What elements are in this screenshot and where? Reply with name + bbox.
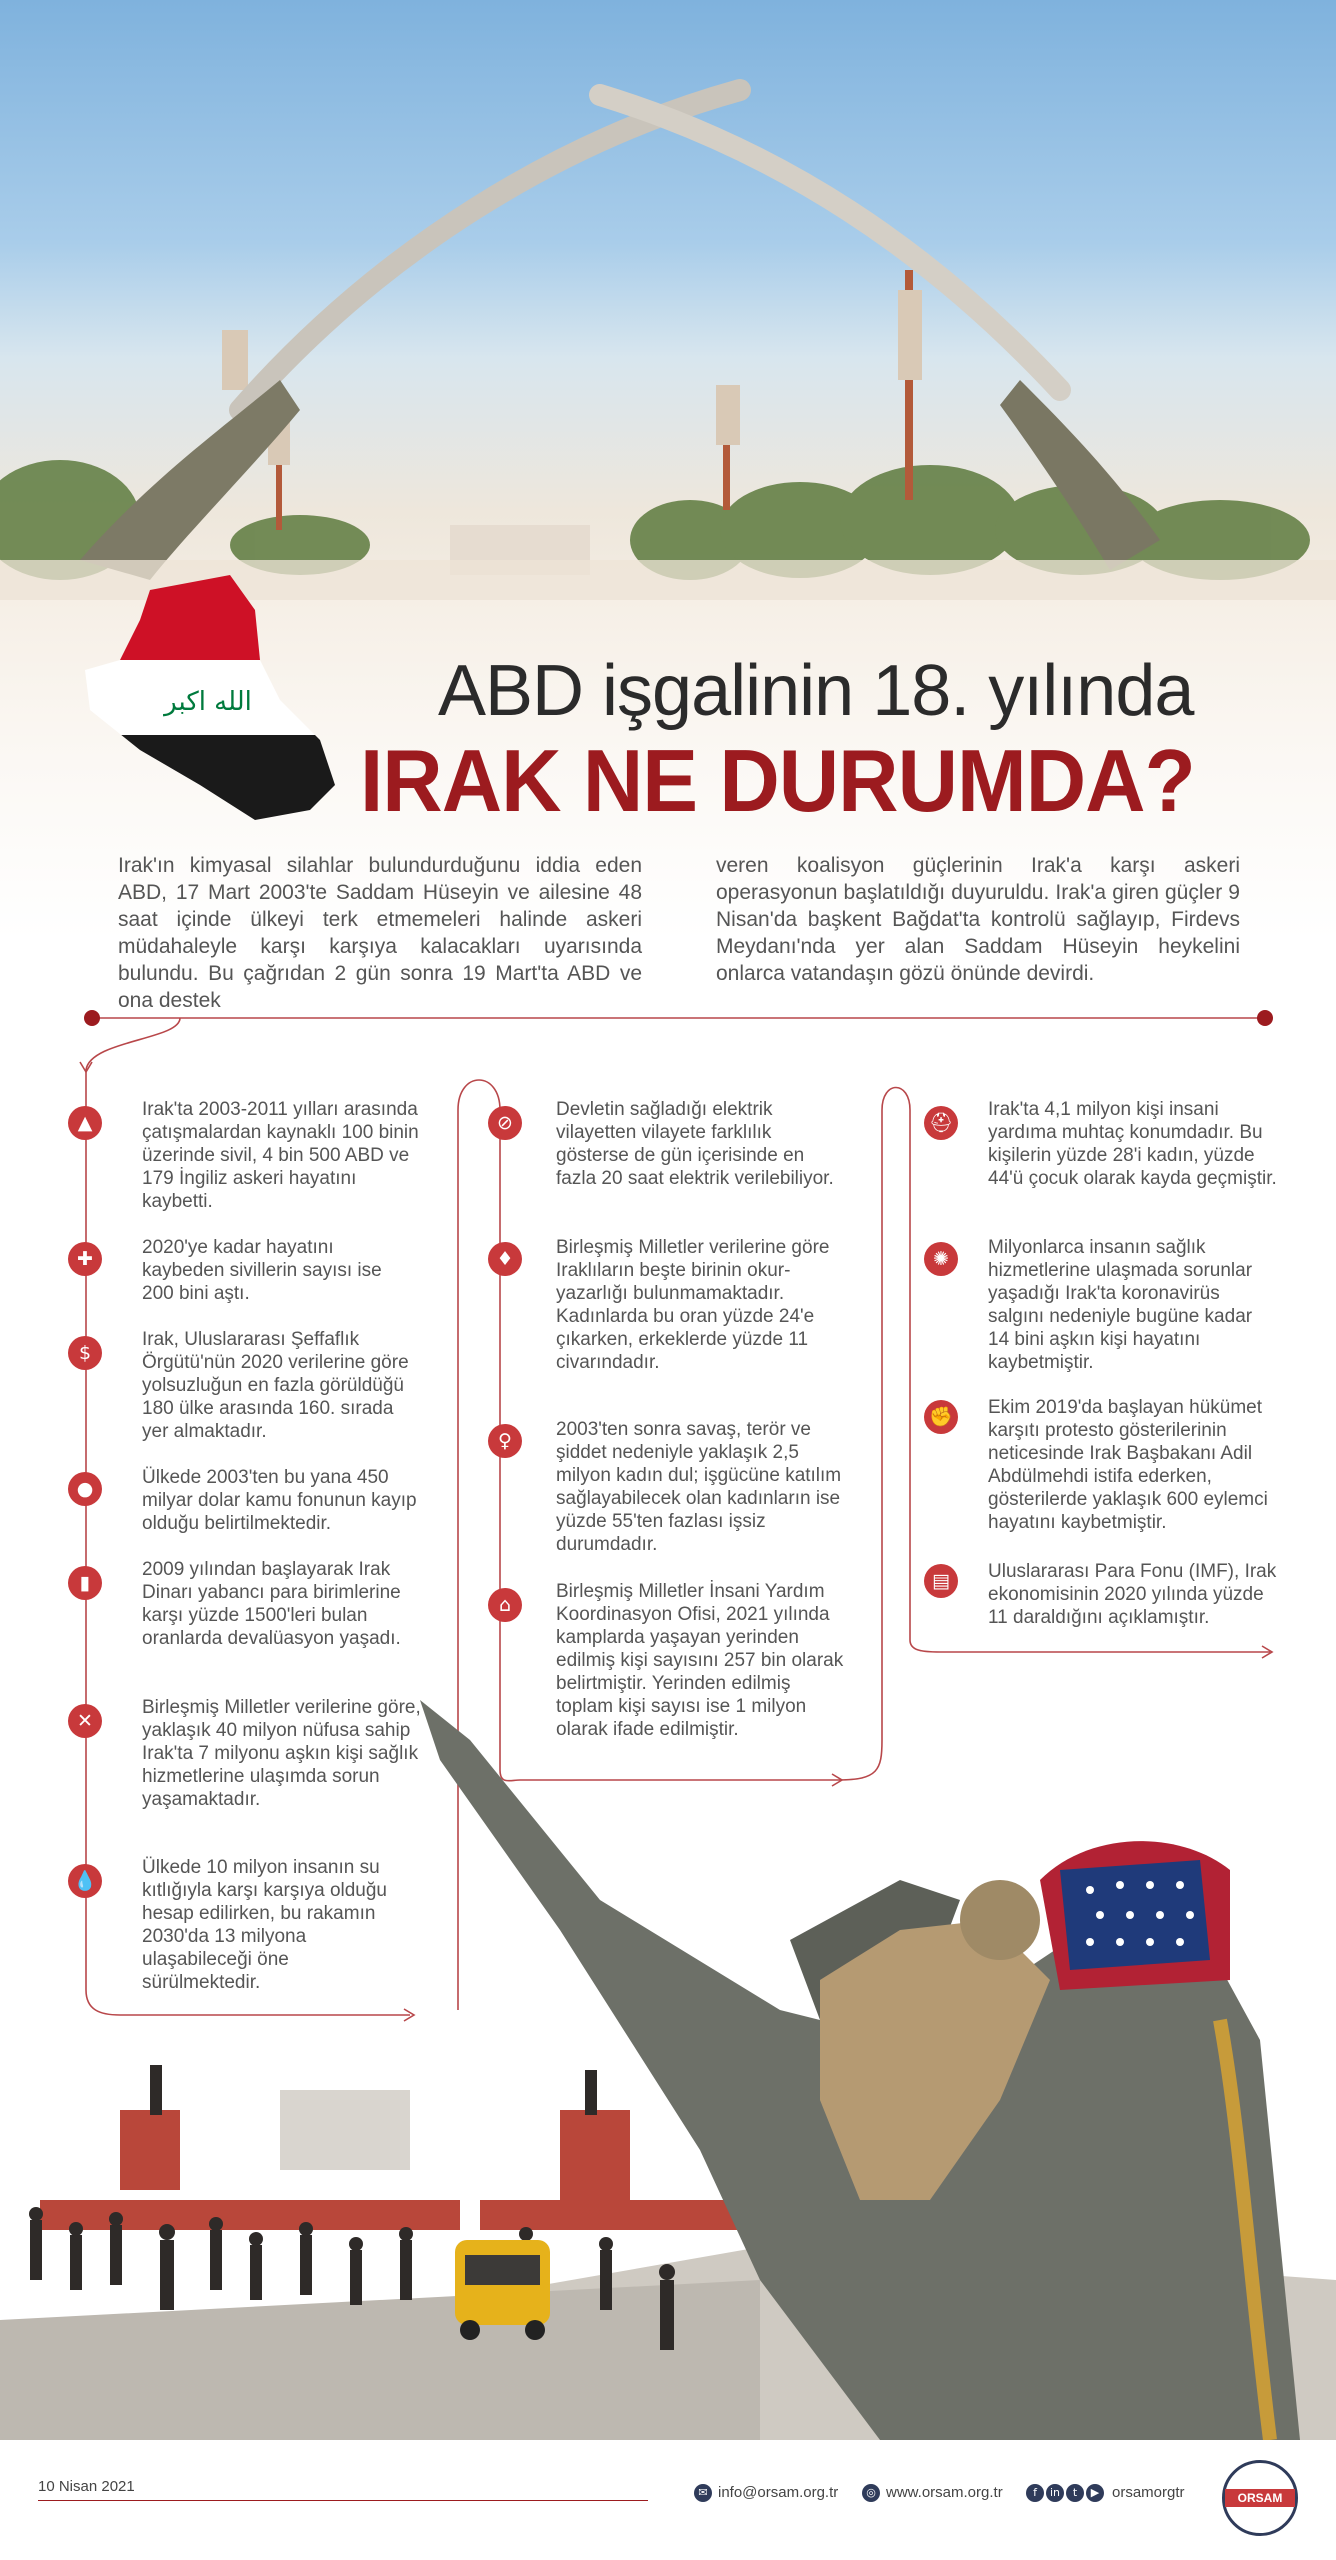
footer-website-link[interactable]: www.orsam.org.tr [886,2484,1003,2501]
statue-and-crowd-illustration [0,1680,1336,2440]
intro-right: veren koalisyon güçlerinin Irak'a karşı askeri operasyonun başlatıldığı duyuruldu. Irak'a giren güçler 9 Nisan'da başkent Bağdat'ta kontrolü sağlayıp, Firdevs Meydanı'nda yer alan Saddam Hüseyin heykelini onlarca vatandaşın gözü önünde devirdi. [716,854,1240,985]
literacy-icon: ♦ [488,1242,522,1276]
item-text: 2009 yılından başlayarak Irak Dinarı yabancı para birimlerine karşı yüzde 1500'leri bulan oranlarda devalüasyon yaşadı. [142,1559,401,1649]
item-text: Ekim 2019'da başlayan hükümet karşıtı protesto gösterilerinin neticesinde Irak Başbakanı Adil Abdülmehdi istifa ederken, gösterilerde yaklaşık 600 eylemci hayatını kaybetmiştir. [988,1397,1268,1533]
casualty-icon: ✚ [68,1242,102,1276]
footer-divider [38,2500,648,2501]
item-text: Birleşmiş Milletler verilerine göre Iraklıların beşte birinin okur-yazarlığı bulunmamaktadır. Kadınlarda bu oran yüzde 24'e çıkarken, erkeklerde yüzde 11 civarındadır. [556,1237,830,1373]
protest-icon: ✊ [924,1400,958,1434]
unemployment-icon: ♀ [488,1424,522,1458]
displaced-camp-icon: ⌂ [488,1588,522,1622]
linkedin-icon[interactable]: in [1046,2484,1064,2502]
item-text: Uluslararası Para Fonu (IMF), Irak ekonomisinin 2020 yılında yüzde 11 daraldığını açıklamıştır. [988,1561,1277,1628]
devaluation-icon: ▮ [68,1566,102,1600]
item-text: Birleşmiş Milletler verilerine göre, yaklaşık 40 milyon nüfusa sahip Irak'ta 7 milyonu aşkın kişi sağlık hizmetlerine ulaşımda sorun yaşamaktadır. [142,1697,421,1810]
intro-left: Irak'ın kimyasal silahlar bulundurduğunu iddia eden ABD, 17 Mart 2003'te Saddam Hüseyin ve ailesine 48 saat içinde ülkeyi terk etmemeleri halinde askeri müdahaleyle karşı karşıya kalacakları uyarısında bulundu. Bu çağrıdan 2 gün sonra 19 Mart'ta ABD ve ona destek [118,854,642,1012]
money-bag-icon: ● [68,1472,102,1506]
page-title-line2: IRAK NE DURUMDA? [360,731,1195,830]
footer-email-link[interactable]: info@orsam.org.tr [718,2484,839,2501]
footer-date: 10 Nisan 2021 [38,2478,135,2495]
no-health-icon: ✕ [68,1704,102,1738]
item-text: Irak'ta 4,1 milyon kişi insani yardıma muhtaç konumdadır. Bu kişilerin yüzde 28'i kadın, yüzde 44'ü çocuk olarak kayda geçmiştir. [988,1099,1277,1189]
corruption-icon: $ [68,1336,102,1370]
facebook-icon[interactable]: f [1026,2484,1044,2502]
bottom-photo [0,1680,1336,2440]
footer [0,2440,1336,2560]
twitter-icon[interactable]: t [1066,2484,1084,2502]
item-text: Devletin sağladığı elektrik vilayetten vilayete farklılık gösterse de gün içerisinde en fazla 20 saat elektrik verilebiliyor. [556,1099,834,1189]
item-text: Milyonlarca insanın sağlık hizmetlerine ulaşmada sorunlar yaşadığı Irak'ta koronavirüs salgını nedeniyle bugüne kadar 14 bini aşkın kişi hayatını kaybetmiştir. [988,1237,1253,1373]
orsam-logo-text: ORSAM [1225,2489,1295,2507]
no-electricity-icon: ⊘ [488,1106,522,1140]
water-tap-icon: 💧 [68,1864,102,1898]
page-title-line1: ABD işgalinin 18. yılında [438,651,1194,731]
youtube-icon[interactable]: ▶ [1086,2484,1104,2502]
item-text: Birleşmiş Milletler İnsani Yardım Koordinasyon Ofisi, 2021 yılında kamplarda yaşayan yerinden edilmiş kişi sayısını 257 bin olarak belirtmiştir. Yerinden edilmiş toplam kişi sayısı ise 1 milyon olarak ifade edilmiştir. [556,1581,844,1740]
item-text: 2003'ten sonra savaş, terör ve şiddet nedeniyle yaklaşık 2,5 milyon kadın dul; işgücüne katılım sağlayabilecek olan kadınların ise yüzde 55'ten fazlası işsiz durumdadır. [556,1419,842,1555]
flag-inscription: الله اكبر [164,687,252,717]
item-text: Ülkede 2003'ten bu yana 450 milyar dolar kamu fonunun kayıp olduğu belirtilmektedir. [142,1467,417,1534]
orsam-logo [1222,2460,1298,2536]
footer-social-handle[interactable]: orsamorgtr [1112,2484,1185,2501]
item-text: Irak, Uluslararası Şeffaflık Örgütü'nün 2020 verilerine göre yolsuzluğun en fazla görüldüğü 180 ülke arasında 160. sırada yer almaktadır. [142,1329,409,1442]
aid-icon: ⛑ [924,1106,958,1140]
economy-icon: ▤ [924,1564,958,1598]
item-text: 2020'ye kadar hayatını kaybeden sivillerin sayısı ise 200 bini aştı. [142,1237,382,1304]
item-text: Ülkede 10 milyon insanın su kıtlığıyla karşı karşıya olduğu hesap edilirken, bu rakamın 2030'da 13 milyona ulaşabileceği öne sürülmektedir. [142,1857,387,1993]
grave-icon: ▲ [68,1106,102,1140]
item-text: Irak'ta 2003-2011 yılları arasında çatışmalardan kaynaklı 100 binin üzerinde sivil, 4 bin 500 ABD ve 179 İngiliz askeri hayatını kaybetti. [142,1099,419,1212]
email-icon: ✉ [694,2484,712,2502]
globe-icon: ◎ [862,2484,880,2502]
virus-icon: ✺ [924,1242,958,1276]
